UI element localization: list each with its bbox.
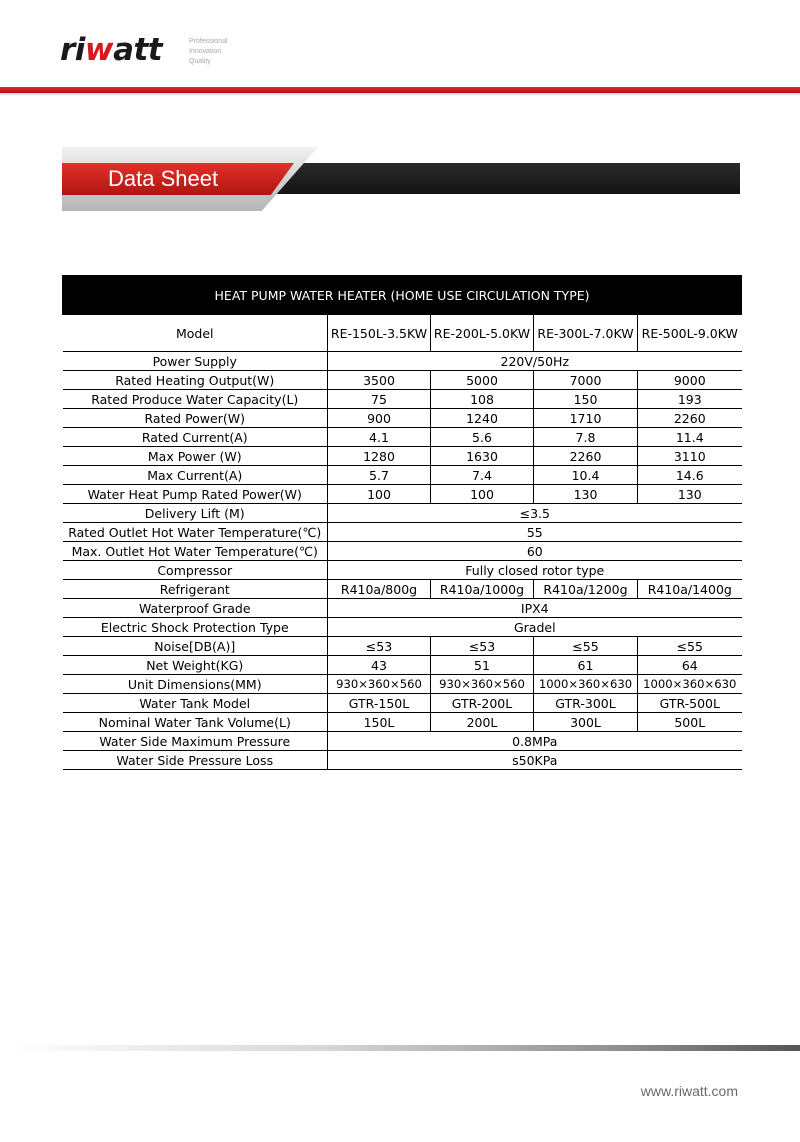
- spec-value: 43: [328, 656, 431, 675]
- spec-label: Refrigerant: [63, 580, 328, 599]
- table-row: [63, 428, 742, 447]
- spec-value: 130: [534, 485, 638, 504]
- spec-value: 3110: [638, 447, 742, 466]
- table-row: [63, 352, 742, 371]
- spec-value: 1710: [534, 409, 638, 428]
- page-header: [0, 0, 800, 96]
- footer-website: www.riwatt.com: [640, 1083, 738, 1099]
- spec-value: 5.6: [431, 428, 534, 447]
- banner-dark-strip: [262, 163, 740, 194]
- spec-value: R410a/800g: [328, 580, 431, 599]
- spec-value: 220V/50Hz: [328, 352, 742, 371]
- riwatt-logo: [60, 30, 162, 70]
- spec-value: 900: [328, 409, 431, 428]
- spec-value: 930×360×560: [328, 675, 431, 694]
- spec-value: 1280: [328, 447, 431, 466]
- model-name: RE-500L-9.0KW: [638, 315, 742, 352]
- spec-label: Max Current(A): [63, 466, 328, 485]
- table-title-row: [63, 276, 742, 315]
- data-sheet-banner: [62, 147, 742, 213]
- table-row: [63, 618, 742, 637]
- spec-value: ≤3.5: [328, 504, 742, 523]
- model-label: Model: [63, 315, 328, 352]
- model-name: RE-150L-3.5KW: [328, 315, 431, 352]
- spec-value: 61: [534, 656, 638, 675]
- spec-value: s50KPa: [328, 751, 742, 770]
- spec-value: GTR-150L: [328, 694, 431, 713]
- spec-value: ≤55: [638, 637, 742, 656]
- spec-value: R410a/1000g: [431, 580, 534, 599]
- table-row: [63, 504, 742, 523]
- spec-value: R410a/1200g: [534, 580, 638, 599]
- logo-text-end: att: [113, 32, 163, 68]
- spec-table: [62, 275, 742, 770]
- spec-value: ≤53: [328, 637, 431, 656]
- table-row: [63, 523, 742, 542]
- spec-label: Rated Outlet Hot Water Temperature(℃): [63, 523, 328, 542]
- spec-label: Water Side Pressure Loss: [63, 751, 328, 770]
- spec-value: 100: [431, 485, 534, 504]
- spec-label: Net Weight(KG): [63, 656, 328, 675]
- spec-value: 500L: [638, 713, 742, 732]
- table-row: [63, 675, 742, 694]
- spec-value: 1000×360×630: [534, 675, 638, 694]
- spec-value: GTR-500L: [638, 694, 742, 713]
- spec-value: 75: [328, 390, 431, 409]
- spec-label: Nominal Water Tank Volume(L): [63, 713, 328, 732]
- table-row: [63, 485, 742, 504]
- spec-value: 100: [328, 485, 431, 504]
- spec-value: 1630: [431, 447, 534, 466]
- spec-label: Unit Dimensions(MM): [63, 675, 328, 694]
- spec-label: Rated Power(W): [63, 409, 328, 428]
- tagline-line: Professional: [189, 38, 228, 45]
- table-row: [63, 713, 742, 732]
- spec-value: 14.6: [638, 466, 742, 485]
- banner-title: Data Sheet: [108, 166, 219, 191]
- table-row: [63, 409, 742, 428]
- spec-value: 300L: [534, 713, 638, 732]
- spec-value: 193: [638, 390, 742, 409]
- spec-value: GTR-300L: [534, 694, 638, 713]
- spec-value: 7.4: [431, 466, 534, 485]
- spec-table-body: [63, 276, 742, 770]
- spec-value: 55: [328, 523, 742, 542]
- spec-label: Water Tank Model: [63, 694, 328, 713]
- spec-value: 60: [328, 542, 742, 561]
- spec-value: 5000: [431, 371, 534, 390]
- table-row: [63, 580, 742, 599]
- spec-value: 7.8: [534, 428, 638, 447]
- table-row: [63, 732, 742, 751]
- spec-value: 11.4: [638, 428, 742, 447]
- model-name: RE-300L-7.0KW: [534, 315, 638, 352]
- spec-value: Gradel: [328, 618, 742, 637]
- spec-label: Rated Current(A): [63, 428, 328, 447]
- spec-label: Water Heat Pump Rated Power(W): [63, 485, 328, 504]
- logo-text-w: w: [84, 32, 114, 68]
- table-row: [63, 637, 742, 656]
- spec-label: Waterproof Grade: [63, 599, 328, 618]
- model-row: [63, 315, 742, 352]
- tagline-line: Quality: [189, 58, 211, 65]
- spec-value: IPX4: [328, 599, 742, 618]
- tagline-line: Innovation: [189, 48, 222, 55]
- table-row: [63, 447, 742, 466]
- spec-value: 5.7: [328, 466, 431, 485]
- spec-value: 2260: [638, 409, 742, 428]
- spec-value: 1240: [431, 409, 534, 428]
- spec-value: 64: [638, 656, 742, 675]
- table-row: [63, 371, 742, 390]
- spec-value: GTR-200L: [431, 694, 534, 713]
- table-row: [63, 542, 742, 561]
- table-row: [63, 656, 742, 675]
- table-row: [63, 466, 742, 485]
- header-bar-shadow: [0, 93, 800, 96]
- spec-label: Power Supply: [63, 352, 328, 371]
- spec-value: 150: [534, 390, 638, 409]
- spec-value: 2260: [534, 447, 638, 466]
- spec-label: Max. Outlet Hot Water Temperature(℃): [63, 542, 328, 561]
- spec-value: 1000×360×630: [638, 675, 742, 694]
- table-row: [63, 751, 742, 770]
- logo-text-start: ri: [60, 32, 85, 68]
- spec-value: Fully closed rotor type: [328, 561, 742, 580]
- spec-value: 108: [431, 390, 534, 409]
- spec-value: R410a/1400g: [638, 580, 742, 599]
- spec-value: 9000: [638, 371, 742, 390]
- spec-value: 150L: [328, 713, 431, 732]
- spec-value: 51: [431, 656, 534, 675]
- spec-value: 200L: [431, 713, 534, 732]
- spec-value: 130: [638, 485, 742, 504]
- spec-value: 7000: [534, 371, 638, 390]
- spec-label: Rated Heating Output(W): [63, 371, 328, 390]
- spec-label: Max Power (W): [63, 447, 328, 466]
- spec-value: ≤55: [534, 637, 638, 656]
- table-row: [63, 694, 742, 713]
- footer-divider: [0, 1045, 800, 1051]
- spec-value: 10.4: [534, 466, 638, 485]
- spec-label: Delivery Lift (M): [63, 504, 328, 523]
- table-row: [63, 390, 742, 409]
- spec-value: 3500: [328, 371, 431, 390]
- spec-label: Electric Shock Protection Type: [63, 618, 328, 637]
- spec-label: Water Side Maximum Pressure: [63, 732, 328, 751]
- table-title: HEAT PUMP WATER HEATER (HOME USE CIRCULATION TYPE): [63, 276, 742, 315]
- spec-label: Compressor: [63, 561, 328, 580]
- table-row: [63, 561, 742, 580]
- spec-value: 4.1: [328, 428, 431, 447]
- spec-value: 930×360×560: [431, 675, 534, 694]
- spec-value: ≤53: [431, 637, 534, 656]
- spec-label: Rated Produce Water Capacity(L): [63, 390, 328, 409]
- logo-tagline: [189, 37, 228, 67]
- table-row: [63, 599, 742, 618]
- spec-value: 0.8MPa: [328, 732, 742, 751]
- spec-label: Noise[DB(A)]: [63, 637, 328, 656]
- model-name: RE-200L-5.0KW: [431, 315, 534, 352]
